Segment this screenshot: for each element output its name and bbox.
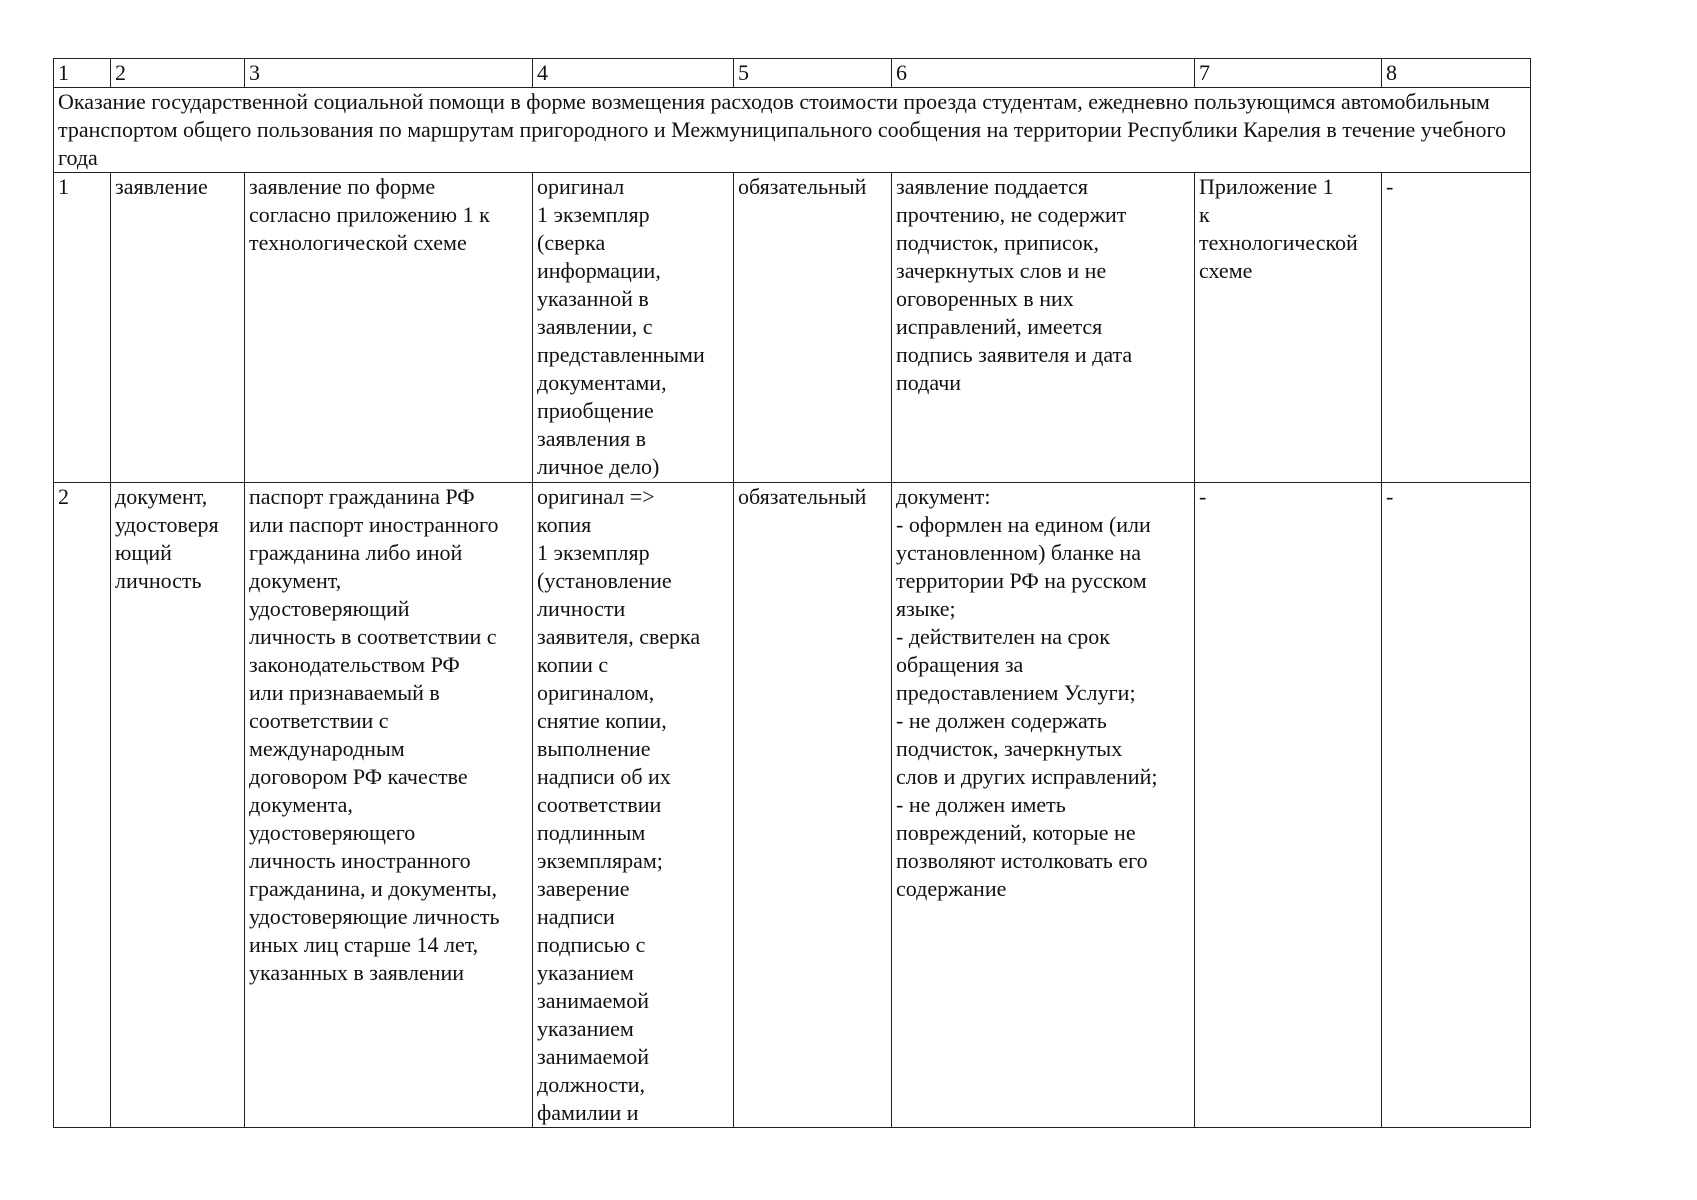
table-row	[54, 483, 1531, 1128]
row-number: 2	[54, 483, 111, 1128]
document-form: -	[1195, 483, 1382, 1128]
document-category: документ, удостоверя ющий личность	[111, 483, 245, 1128]
document-condition: обязательный	[734, 483, 892, 1128]
column-number-4: 4	[533, 59, 734, 88]
document-name: заявление по форме согласно приложению 1 к технологической схеме	[245, 173, 533, 483]
section-title-row	[54, 88, 1531, 173]
document-category: заявление	[111, 173, 245, 483]
document-condition: обязательный	[734, 173, 892, 483]
column-number-3: 3	[245, 59, 533, 88]
column-number-row	[54, 59, 1531, 88]
document-name: паспорт гражданина РФ или паспорт иностранного гражданина либо иной документ, удостоверяющий личность в соответствии с законодательством РФ или признаваемый в соответствии с международным договором РФ качестве документа, удостоверяющего личность иностранного гражданина, и документы, удостоверяющие личность иных лиц старше 14 лет, указанных в заявлении	[245, 483, 533, 1128]
document-requirements: документ: - оформлен на едином (или установленном) бланке на территории РФ на русском языке; - действителен на срок обращения за предоставлением Услуги; - не должен содержать подчисток, зачеркнутых слов и других исправлений; - не должен иметь повреждений, которые не позволяют истолковать его содержание	[892, 483, 1195, 1128]
column-number-6: 6	[892, 59, 1195, 88]
table-row	[54, 173, 1531, 483]
section-title: Оказание государственной социальной помощи в форме возмещения расходов стоимости проезда студентам, ежедневно пользующимся автомобильным транспортом общего пользования по маршрутам пригородного и Межмуниципального сообщения на территории Республики Карелия в течение учебного года	[54, 88, 1531, 173]
document-sample: -	[1382, 483, 1531, 1128]
document-copies: оригинал 1 экземпляр (сверка информации, указанной в заявлении, с представленными документами, приобщение заявления в личное дело)	[533, 173, 734, 483]
column-number-2: 2	[111, 59, 245, 88]
column-number-1: 1	[54, 59, 111, 88]
document-form: Приложение 1 к технологической схеме	[1195, 173, 1382, 483]
document-copies: оригинал => копия 1 экземпляр (установление личности заявителя, сверка копии с оригиналом, снятие копии, выполнение надписи об их соответствии подлинным экземплярам; заверение надписи подписью с указанием занимаемой указанием занимаемой должности, фамилии и	[533, 483, 734, 1128]
column-number-7: 7	[1195, 59, 1382, 88]
document-requirements: заявление поддается прочтению, не содержит подчисток, приписок, зачеркнутых слов и не оговоренных в них исправлений, имеется подпись заявителя и дата подачи	[892, 173, 1195, 483]
column-number-5: 5	[734, 59, 892, 88]
row-number: 1	[54, 173, 111, 483]
column-number-8: 8	[1382, 59, 1531, 88]
document-sample: -	[1382, 173, 1531, 483]
document-table	[53, 58, 1531, 1128]
